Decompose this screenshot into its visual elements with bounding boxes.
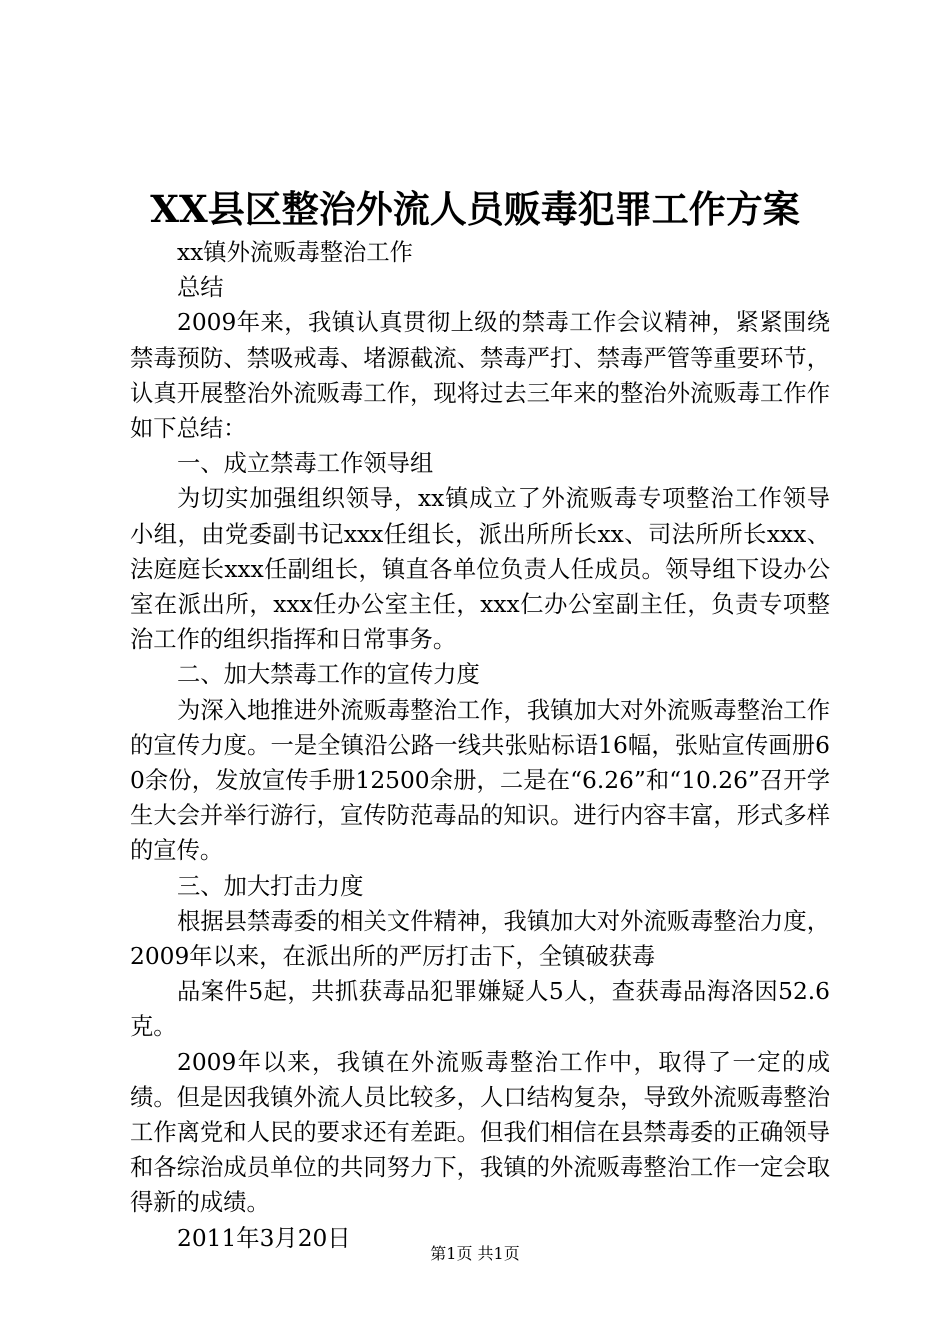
section-heading-3: 三、加大打击力度 xyxy=(177,872,364,900)
page-number-footer: 第1页 共1页 xyxy=(430,1244,520,1263)
section-3-paragraph: 根据县禁毒委的相关文件精神，我镇加大对外流贩毒整治力度，2009年以来，在派出所的严厉打击下，全镇破获毒 xyxy=(130,907,830,971)
section-2-paragraph: 为深入地推进外流贩毒整治工作，我镇加大对外流贩毒整治工作的宣传力度。一是全镇沿公路一线共张贴标语16幅，张贴宣传画册60余份，发放宣传手册12500余册，二是在“6.26”和“10.26”召开学生大会并举行游行，宣传防范毒品的知识。进行内容丰富，形式多样的宣传。 xyxy=(130,696,830,865)
section-heading-2: 二、加大禁毒工作的宣传力度 xyxy=(177,661,480,689)
intro-paragraph: 2009年来，我镇认真贯彻上级的禁毒工作会议精神，紧紧围绕禁毒预防、禁吸戒毒、堵源截流、禁毒严打、禁毒严管等重要环节，认真开展整治外流贩毒工作，现将过去三年来的整治外流贩毒工作作如下总结： xyxy=(130,309,830,443)
subtitle-line: xx镇外流贩毒整治工作 xyxy=(177,239,413,266)
conclusion-paragraph: 2009年以来，我镇在外流贩毒整治工作中，取得了一定的成绩。但是因我镇外流人员比较多，人口结构复杂，导致外流贩毒整治工作离党和人民的要求还有差距。但我们相信在县禁毒委的正确领导和各综治成员单位的共同努力下，我镇的外流贩毒整治工作一定会取得新的成绩。 xyxy=(130,1048,830,1217)
document-date: 2011年3月20日 xyxy=(177,1224,351,1252)
subtitle-line-summary: 总结 xyxy=(177,274,224,302)
section-3-paragraph-continued: 品案件5起，共抓获毒品犯罪嫌疑人5人，查获毒品海洛因52.6克。 xyxy=(130,978,830,1041)
section-1-paragraph: 为切实加强组织领导，xx镇成立了外流贩毒专项整治工作领导小组，由党委副书记xxx任组长，派出所所长xx、司法所所长xxx、法庭庭长xxx任副组长，镇直各单位负责人任成员。领导组下设办公室在派出所，xxx任办公室主任，xxx仁办公室副主任，负责专项整治工作的组织指挥和日常事务。 xyxy=(130,485,830,654)
document-body xyxy=(130,235,830,1256)
section-heading-1: 一、成立禁毒工作领导组 xyxy=(177,450,434,478)
page-title: XX县区整治外流人员贩毒犯罪工作方案 xyxy=(150,187,800,231)
